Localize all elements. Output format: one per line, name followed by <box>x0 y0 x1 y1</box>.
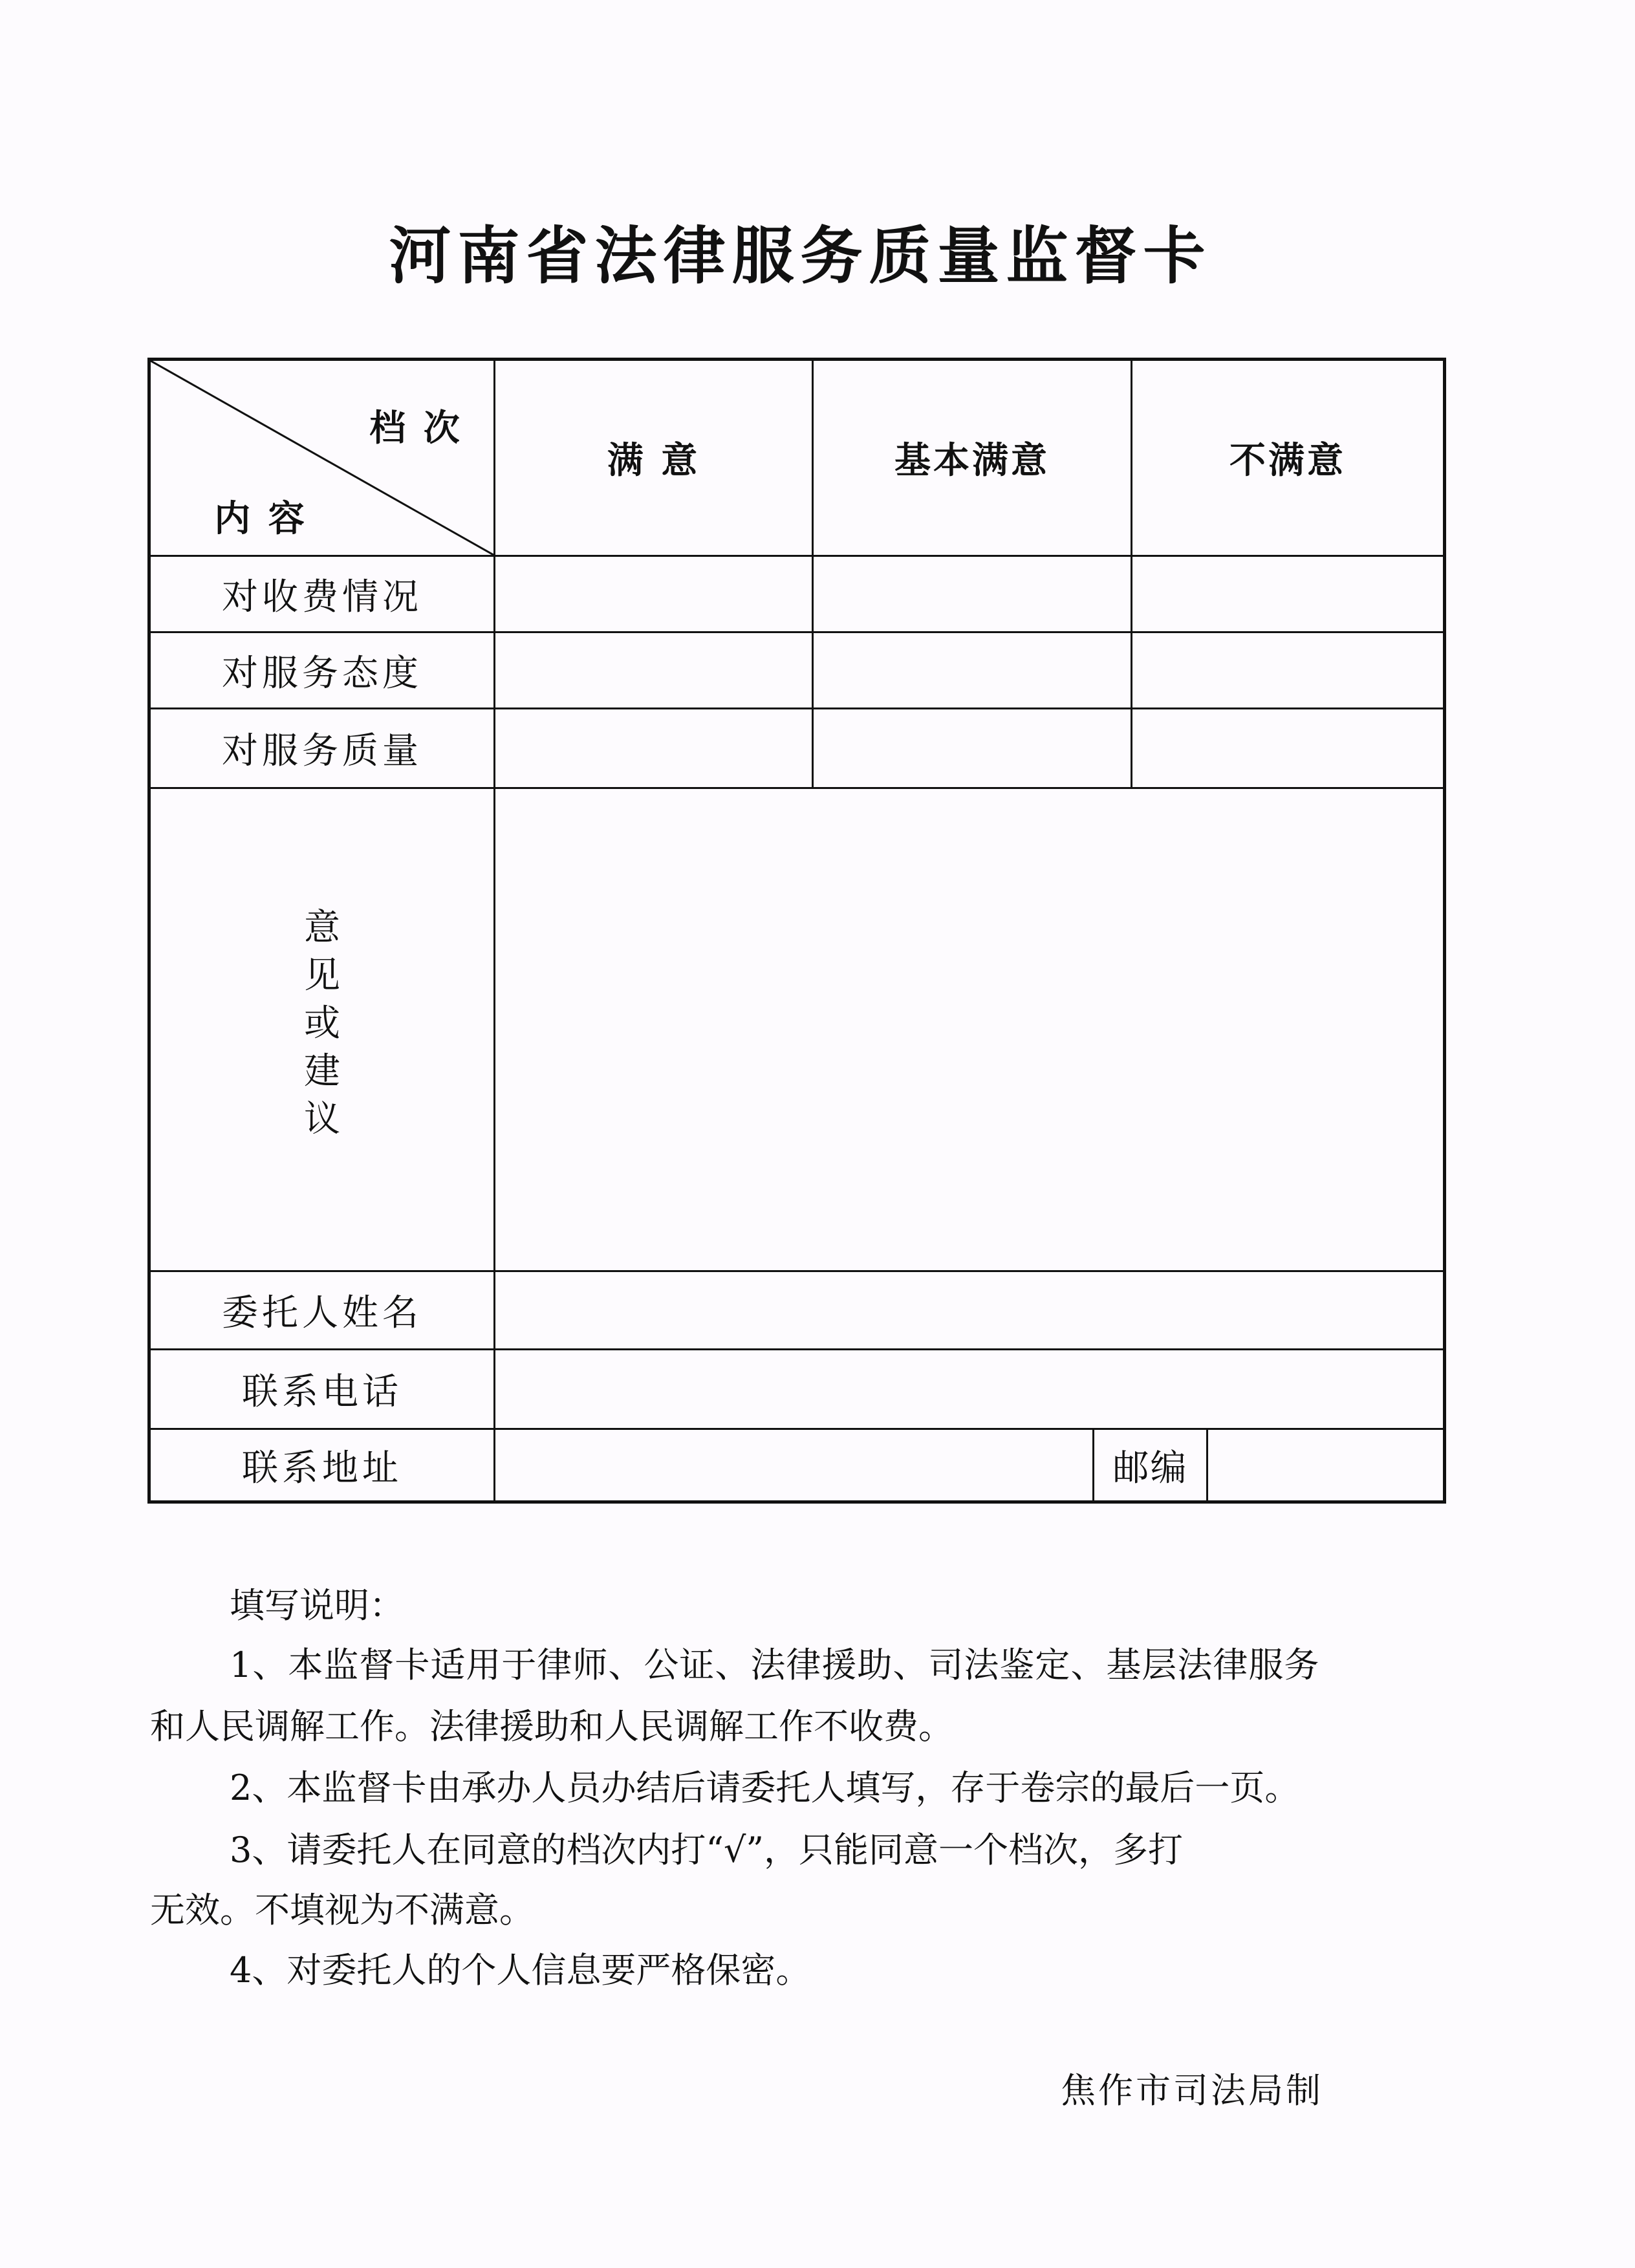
client-name-field[interactable] <box>495 1272 1443 1348</box>
level-basically-satisfied-header: 基本满意 <box>894 440 1050 482</box>
rating-cell-attitude-basic[interactable] <box>814 633 1131 707</box>
address-label: 联系地址 <box>242 1447 402 1489</box>
opinion-label-char: 或 <box>304 1002 340 1044</box>
instruction-item-3-line-2: 无效。不填视为不满意。 <box>150 1890 534 1930</box>
rating-cell-attitude-satisfied[interactable] <box>495 633 812 707</box>
row-label-fees: 对收费情况 <box>222 576 422 618</box>
rating-cell-quality-satisfied[interactable] <box>495 709 812 787</box>
rating-cell-quality-unsatisfied[interactable] <box>1132 709 1443 787</box>
rating-cell-fees-basic[interactable] <box>814 557 1131 631</box>
page-title: 河南省法律服务质量监督卡 <box>389 219 1212 292</box>
opinion-label <box>296 904 348 1143</box>
instruction-item-4: 4、对委托人的个人信息要严格保密。 <box>230 1950 811 1991</box>
opinion-label-char: 意 <box>304 907 340 949</box>
phone-label: 联系电话 <box>242 1371 402 1413</box>
rating-cell-attitude-unsatisfied[interactable] <box>1132 633 1443 707</box>
opinion-label-char: 议 <box>304 1098 340 1140</box>
opinion-input-area[interactable] <box>495 789 1443 1270</box>
row-label-attitude: 对服务态度 <box>222 652 422 695</box>
rating-cell-fees-unsatisfied[interactable] <box>1132 557 1443 631</box>
corner-content-label: 内 容 <box>214 498 307 540</box>
instruction-item-3-line-1: 3、请委托人在同意的档次内打“√”，只能同意一个档次，多打 <box>230 1830 1183 1870</box>
supervision-form-table <box>147 358 1446 1504</box>
postcode-field[interactable] <box>1208 1430 1443 1500</box>
postcode-label: 邮编 <box>1112 1447 1188 1489</box>
opinion-label-char: 见 <box>304 955 340 997</box>
client-name-label: 委托人姓名 <box>222 1292 422 1334</box>
rating-cell-fees-satisfied[interactable] <box>495 557 812 631</box>
instruction-item-1-line-1: 1、本监督卡适用于律师、公证、法律援助、司法鉴定、基层法律服务 <box>230 1645 1320 1685</box>
level-satisfied-header: 满 意 <box>607 440 700 482</box>
instruction-item-1-line-2: 和人民调解工作。法律援助和人民调解工作不收费。 <box>150 1706 953 1747</box>
instruction-item-2: 2、本监督卡由承办人员办结后请委托人填写，存于卷宗的最后一页。 <box>230 1767 1300 1808</box>
row-label-quality: 对服务质量 <box>222 730 422 772</box>
opinion-label-char: 建 <box>304 1050 340 1092</box>
address-field[interactable] <box>495 1430 1092 1500</box>
instructions-heading: 填写说明： <box>230 1585 404 1626</box>
issuer-label: 焦作市司法局制 <box>1061 2070 1323 2111</box>
phone-field[interactable] <box>495 1350 1443 1428</box>
rating-cell-quality-basic[interactable] <box>814 709 1131 787</box>
level-unsatisfied-header: 不满意 <box>1229 440 1346 482</box>
corner-level-label: 档 次 <box>369 407 462 449</box>
